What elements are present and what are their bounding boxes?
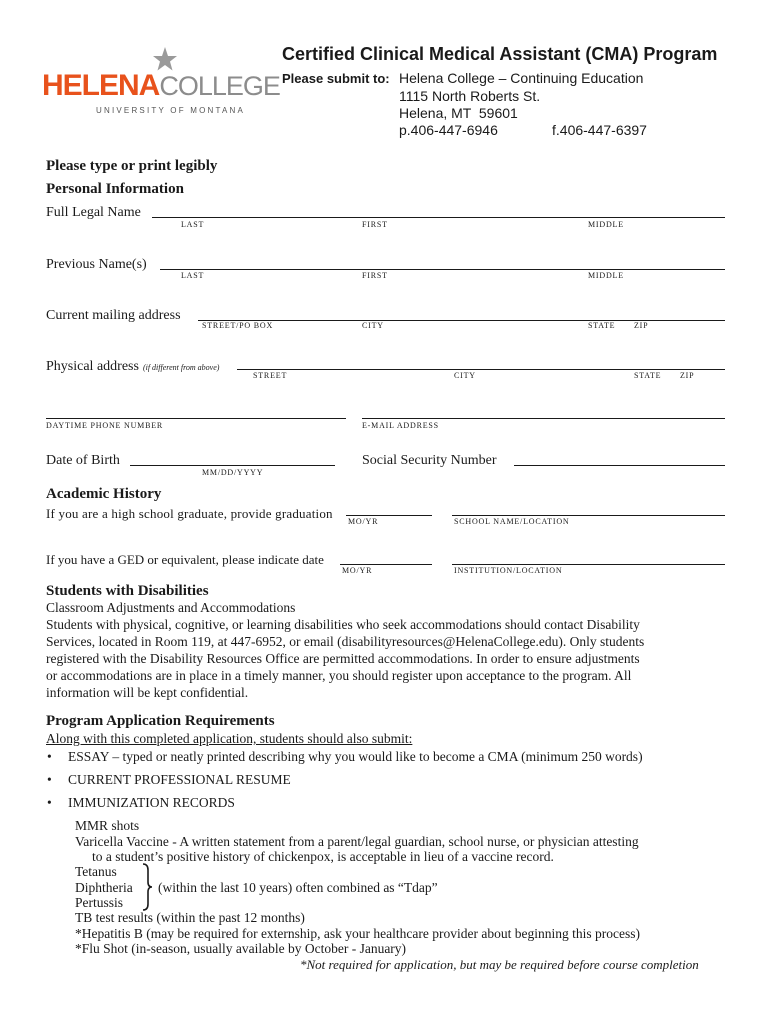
dob-label: Date of Birth (46, 453, 120, 468)
caption-state: STATE (634, 371, 662, 380)
full-name-field[interactable] (152, 217, 725, 218)
caption-first: FIRST (362, 271, 388, 280)
caption-street: STREET (253, 371, 288, 380)
requirements-intro: Along with this completed application, students should also submit: (46, 731, 413, 746)
immunization-tetanus: Tetanus (75, 864, 117, 879)
accommodations-subheading: Classroom Adjustments and Accommodations (46, 600, 296, 615)
disabilities-line: Services, located in Room 119, at 447-6952, or email (disabilityresources@HelenaCollege.edu). Only students (46, 634, 645, 649)
requirement-essay: ESSAY – typed or neatly printed describing why you would like to become a CMA (minimum 250 words) (68, 749, 643, 764)
bullet-marker: • (47, 795, 52, 810)
caption-state: STATE (588, 321, 616, 330)
instruction-heading: Please type or print legibly (46, 158, 218, 174)
physical-address-label: Physical address (46, 359, 139, 374)
email-field[interactable] (362, 418, 725, 419)
immunization-pertussis: Pertussis (75, 895, 124, 910)
hs-graduation-date-field[interactable] (346, 515, 432, 516)
previous-name-label: Previous Name(s) (46, 257, 147, 272)
footnote: *Not required for application, but may be required before course completion (300, 957, 699, 972)
phone-field[interactable] (46, 418, 346, 419)
disabilities-line: information will be kept confidential. (46, 685, 249, 700)
hs-graduation-label: If you are a high school graduate, provide graduation (46, 506, 333, 521)
submit-label: Please submit to: (282, 71, 390, 86)
caption-email: E-MAIL ADDRESS (362, 421, 439, 430)
caption-middle: MIDDLE (588, 220, 624, 229)
caption-school: SCHOOL NAME/LOCATION (454, 517, 570, 526)
requirement-resume: CURRENT PROFESSIONAL RESUME (68, 772, 291, 787)
full-name-label: Full Legal Name (46, 205, 141, 220)
dob-field[interactable] (130, 465, 335, 466)
college-logo (42, 46, 280, 121)
ged-institution-field[interactable] (452, 564, 725, 565)
personal-info-heading: Personal Information (46, 181, 184, 197)
disabilities-line: or accommodations are in place in a timely manner, you should register upon acceptance to the program. All (46, 668, 632, 683)
previous-name-field[interactable] (160, 269, 725, 270)
caption-first: FIRST (362, 220, 388, 229)
disabilities-line: registered with the Disability Resources Office are permitted accommodations. In order to ensure adjustments (46, 651, 640, 666)
ssn-label: Social Security Number (362, 453, 497, 468)
address-line-1: Helena College – Continuing Education (399, 70, 644, 86)
caption-zip: ZIP (680, 371, 695, 380)
logo-word-helena: HELENA (42, 69, 160, 102)
bullet-marker: • (47, 772, 52, 787)
immunization-flu: *Flu Shot (in-season, usually available by October - January) (75, 941, 407, 956)
caption-zip: ZIP (634, 321, 649, 330)
physical-address-field[interactable] (237, 369, 725, 370)
caption-city: CITY (454, 371, 476, 380)
caption-last: LAST (181, 271, 205, 280)
brace-icon (140, 862, 154, 912)
tdap-note: (within the last 10 years) often combined as “Tdap” (158, 880, 438, 895)
immunization-diphtheria: Diphtheria (75, 880, 133, 895)
ged-label: If you have a GED or equivalent, please indicate date (46, 552, 324, 567)
ssn-field[interactable] (514, 465, 725, 466)
immunization-mmr: MMR shots (75, 818, 140, 833)
bullet-marker: • (47, 749, 52, 764)
ged-date-field[interactable] (340, 564, 432, 565)
requirement-immunization: IMMUNIZATION RECORDS (68, 795, 235, 810)
logo-subtitle: UNIVERSITY OF MONTANA (96, 106, 246, 115)
phone-number: p.406-447-6946 (399, 122, 498, 138)
caption-moyr: MO/YR (348, 517, 379, 526)
address-line-2: 1115 North Roberts St. (399, 88, 541, 104)
caption-dob: MM/DD/YYYY (202, 468, 264, 477)
caption-middle: MIDDLE (588, 271, 624, 280)
address-line-3: Helena, MT 59601 (399, 105, 518, 121)
immunization-hepb: *Hepatitis B (may be required for externship, ask your healthcare provider about beginning this process) (75, 926, 640, 941)
caption-last: LAST (181, 220, 205, 229)
requirements-heading: Program Application Requirements (46, 713, 275, 729)
caption-phone: DAYTIME PHONE NUMBER (46, 421, 164, 430)
hs-school-field[interactable] (452, 515, 725, 516)
immunization-varicella: Varicella Vaccine - A written statement from a parent/legal guardian, school nurse, or physician attesting (75, 834, 639, 849)
disabilities-line: Students with physical, cognitive, or learning disabilities who seek accommodations should contact Disability (46, 617, 640, 632)
immunization-varicella-cont: to a student’s positive history of chickenpox, is acceptable in lieu of a vaccine record. (92, 849, 554, 864)
caption-street-po: STREET/PO BOX (202, 321, 274, 330)
page-title: Certified Clinical Medical Assistant (CMA) Program (282, 44, 718, 64)
logo-word-college: COLLEGE (159, 71, 280, 101)
caption-institution: INSTITUTION/LOCATION (454, 566, 563, 575)
physical-address-note: (if different from above) (142, 363, 220, 372)
academic-history-heading: Academic History (46, 486, 162, 502)
disabilities-heading: Students with Disabilities (46, 583, 209, 599)
caption-city: CITY (362, 321, 384, 330)
immunization-tb: TB test results (within the past 12 months) (75, 910, 305, 925)
mailing-address-label: Current mailing address (46, 308, 181, 323)
fax-number: f.406-447-6397 (552, 122, 647, 138)
caption-moyr: MO/YR (342, 566, 373, 575)
